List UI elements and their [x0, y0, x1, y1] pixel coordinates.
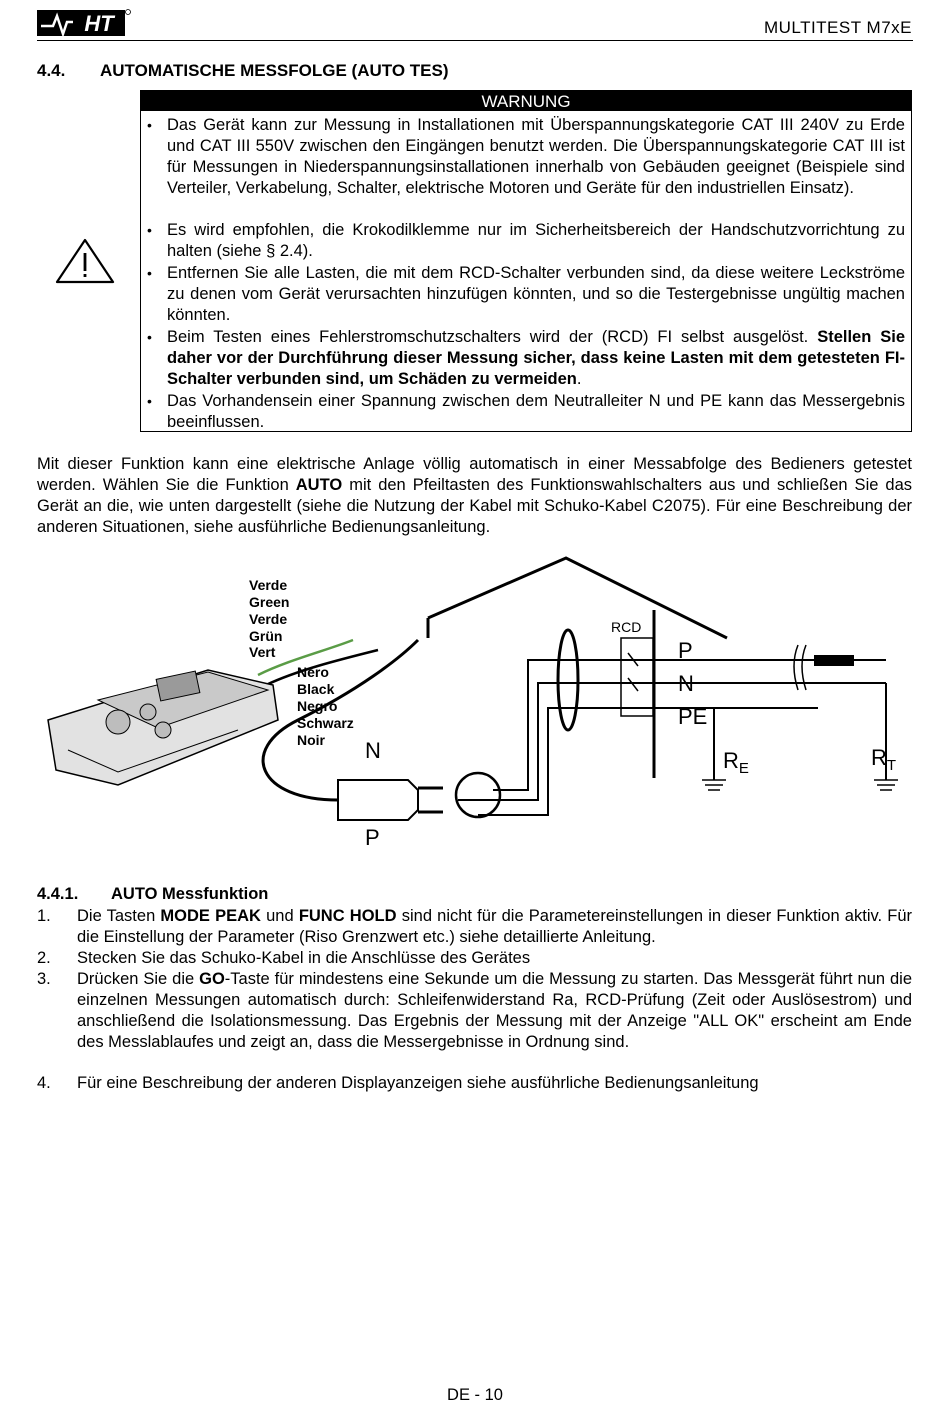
rcd-label: RCD	[611, 619, 642, 635]
step-number: 4.	[37, 1074, 51, 1092]
earth-re-label: $R_E$	[723, 748, 749, 777]
intro-bold: AUTO	[295, 476, 343, 494]
conductor-n-label: N	[678, 671, 694, 696]
green-label-3: Verde	[249, 611, 288, 627]
warning-bullet-4-bold: Stellen Sie daher vor der Durchführung dieser Messung sicher, dass keine Lasten mit dem getesteten FI- Schalter verbunden sind, um Schäden zu vermeiden	[167, 328, 905, 388]
green-label-1: Verde	[249, 577, 288, 593]
section-title: AUTOMATISCHE MESSFOLGE (AUTO TES)	[100, 61, 449, 80]
warning-bullet-2: • Es wird empfohlen, die Krokodilklemme nur im Sicherheitsbereich der Handschutzvorrichtung zu halten (siehe § 2.4).	[151, 220, 905, 262]
plug-n-label: N	[365, 738, 381, 763]
conductor-p-label: P	[678, 638, 693, 663]
step-text: Für eine Beschreibung der anderen Displayanzeigen siehe ausführliche Bedienungsanleitung	[77, 1074, 759, 1092]
rcd-box	[621, 638, 653, 716]
step-number: 2.	[37, 949, 51, 967]
header-rule	[37, 40, 913, 41]
step-text: Drücken Sie die GO-Taste für mindestens eine Sekunde um die Messung zu starten. Das Messgerät führt nun die einzelnen Messungen automatisch durch: Schleifenwiderstand Ra, RCD-Prüfung (Zeit oder Auslösestrom) und anschließend die Isolationsmessung. Das Ergebnis der Messung mit der Anzeige "ALL OK" erscheint am Ende des Messlablaufes und zeigt an, dass die Messergebnisse in Ordnung sind.	[77, 970, 913, 1051]
ht-logo	[37, 6, 131, 38]
black-label-1: Nero	[297, 664, 329, 680]
warning-triangle-icon	[55, 238, 115, 284]
warning-title: WARNUNG	[141, 91, 911, 111]
step-number: 1.	[37, 907, 51, 925]
subsection-number: 4.4.1.	[37, 885, 79, 903]
black-label-5: Noir	[297, 732, 325, 748]
earth-rt-label: $R_T$	[871, 745, 897, 774]
intro-text-end: mit den Pfeiltasten des Funktionswahlschalters aus und schließen Sie das Gerät an die, wie unten dargestellt (siehe die Nutzung der Kabel mit Schuko-Kabel C2075). Für eine Beschreibung der anderen Situationen, siehe ausführliche Bedienungsanleitung.	[37, 476, 913, 536]
plug-p-label: P	[365, 825, 380, 850]
green-label-5: Vert	[249, 644, 276, 660]
warning-bullet-3: • Entfernen Sie alle Lasten, die mit dem RCD-Schalter verbunden sind, da diese weitere Leckströme zu denen vom Gerät verursachten hinzufügen könnten, und so die Testergebnisse ungültig machen könnten.	[151, 263, 905, 326]
section-number: 4.4.	[37, 61, 66, 80]
green-label-4: Grün	[249, 628, 283, 644]
black-label-4: Schwarz	[297, 715, 354, 731]
section-heading	[37, 61, 449, 81]
black-label-3: Negro	[297, 698, 338, 714]
intro-text: Mit dieser Funktion kann eine elektrische Anlage völlig automatisch in einer Messabfolge des Bedieners getestet werden. Wählen Sie die Funktion	[37, 455, 912, 494]
warning-box	[140, 90, 912, 432]
warning-bullet-4-end: .	[576, 370, 582, 388]
subsection-heading	[37, 885, 268, 904]
step-text: Stecken Sie das Schuko-Kabel in die Anschlüsse des Gerätes	[77, 949, 531, 967]
green-label-2: Green	[249, 594, 290, 610]
meter-device	[48, 670, 278, 785]
warning-bullet-4	[151, 327, 905, 390]
logo-text: HT	[84, 11, 114, 36]
intro-paragraph	[37, 454, 912, 538]
warning-bullet-5: • Das Vorhandensein einer Spannung zwischen dem Neutralleiter N und PE kann das Messergebnis beeinflussen.	[151, 391, 905, 433]
step-number: 3.	[37, 970, 51, 988]
warning-bullet-1: • Das Gerät kann zur Messung in Installationen mit Überspannungskategorie CAT III 240V zu Erde und CAT III 550V zwischen den Eingängen benutzt werden. Die Überspannungskategorie CAT III ist für Messungen in Niederspannungsinstallationen innerhalb von Gebäuden geeignet (Beispiele sind Verteiler, Verkabelung, Schalter, elektrische Motoren und Geräte für den industriellen Einsatz).	[151, 115, 905, 199]
connection-diagram	[38, 550, 913, 850]
house-outline	[428, 558, 727, 638]
page-number: DE - 10	[447, 1386, 503, 1404]
step-text: Die Tasten MODE PEAK und FUNC HOLD sind nicht für die Parametereinstellungen in dieser Funktion aktiv. Für die Einstellung der Parameter (Riso Grenzwert etc.) siehe detaillierte Anleitung.	[77, 907, 913, 946]
subsection-title: AUTO Messfunktion	[111, 885, 269, 903]
black-label-2: Black	[297, 681, 335, 697]
document-title: MULTITEST M7xE	[763, 18, 912, 37]
conductor-pe-label: PE	[678, 704, 708, 729]
warning-bullet-4-text: Beim Testen eines Fehlerstromschutzschalters wird der (RCD) FI selbst ausgelöst.	[167, 328, 818, 346]
